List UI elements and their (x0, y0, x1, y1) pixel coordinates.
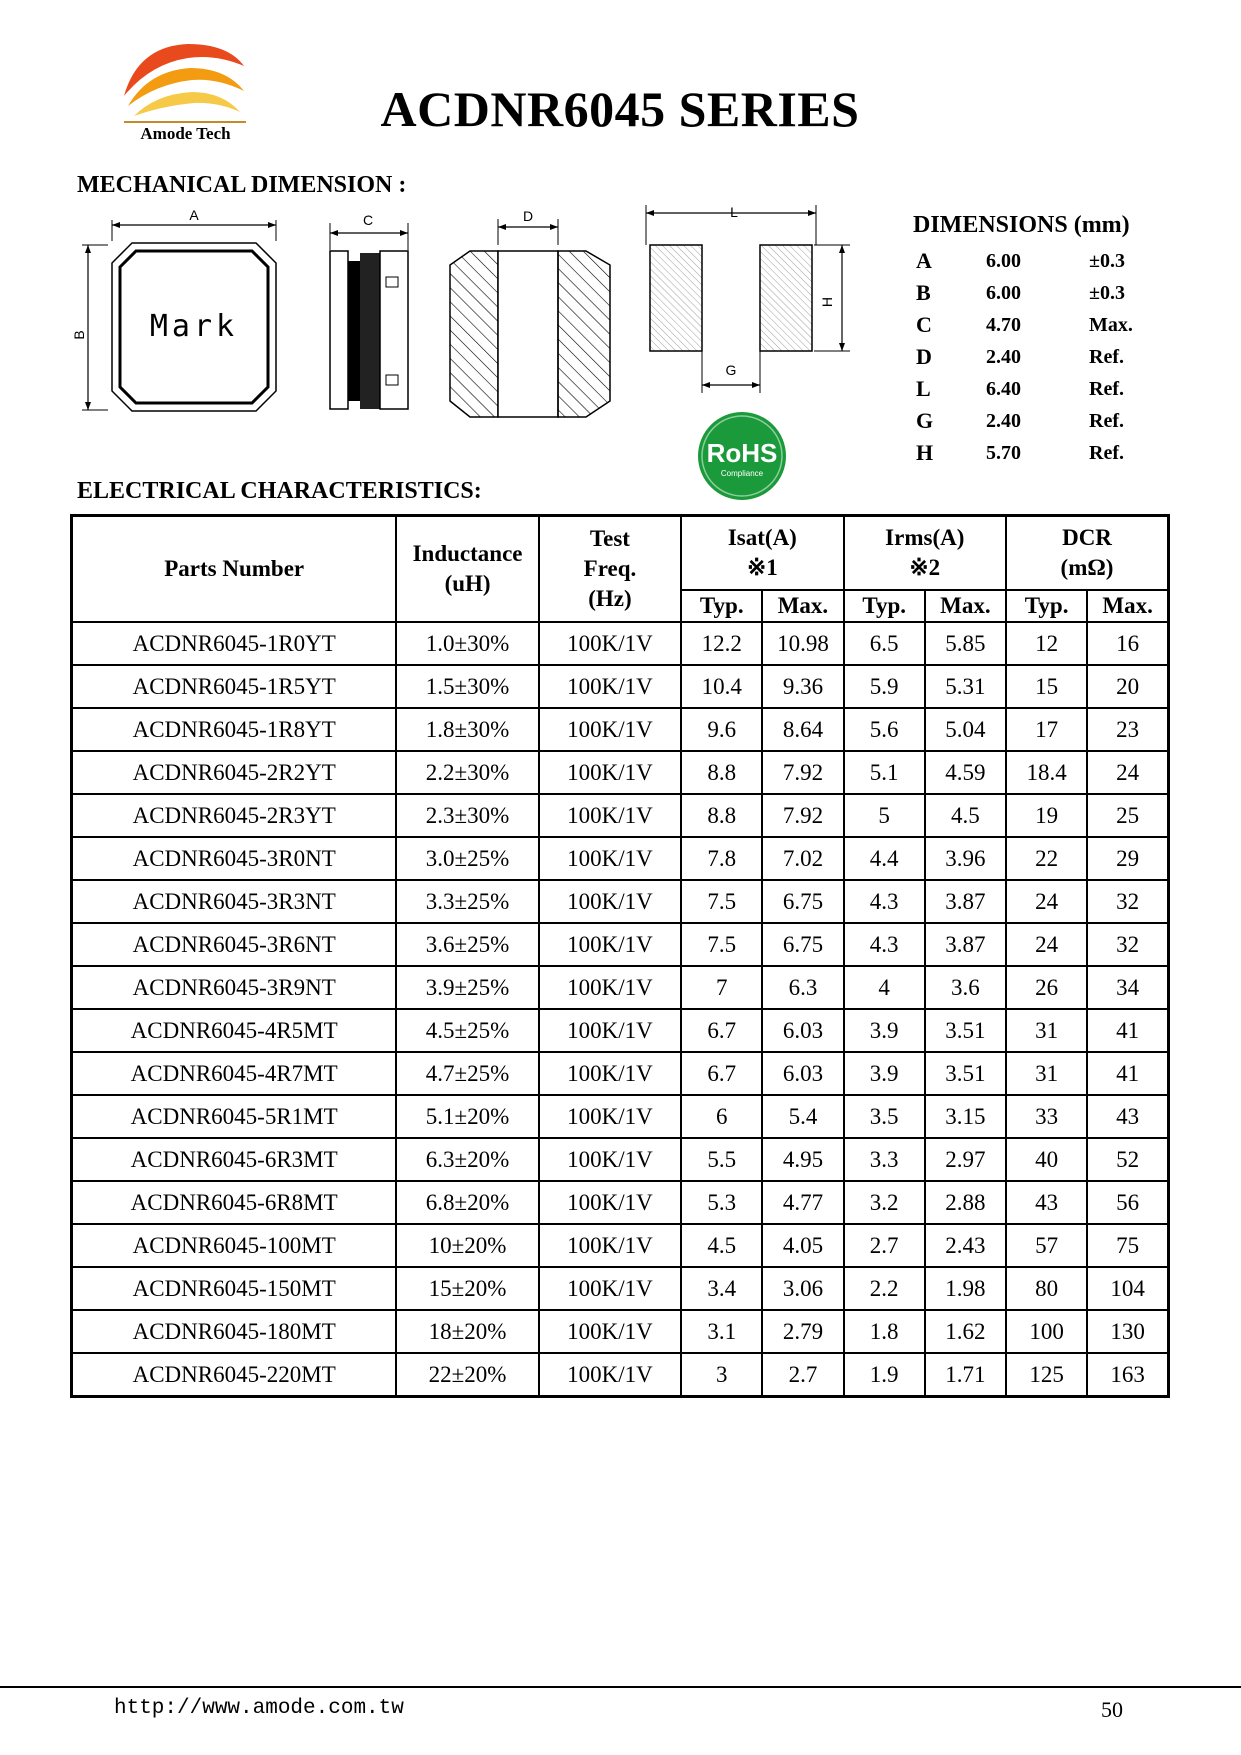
cell-irms-typ: 2.2 (844, 1267, 925, 1310)
cell-inductance: 1.8±30% (396, 708, 538, 751)
cell-test-freq: 100K/1V (539, 622, 681, 665)
cell-inductance: 2.2±30% (396, 751, 538, 794)
dimension-row (913, 245, 1193, 277)
cell-irms-typ: 4.3 (844, 923, 925, 966)
cell-dcr-typ: 80 (1006, 1267, 1087, 1310)
cell-part-number: ACDNR6045-1R5YT (72, 665, 397, 708)
footprint-drawing (646, 205, 850, 393)
cell-inductance: 4.7±25% (396, 1052, 538, 1095)
dimension-value: 6.40 (986, 377, 1021, 400)
header-irms: Irms(A) ※2 (844, 516, 1006, 591)
cell-inductance: 10±20% (396, 1224, 538, 1267)
cell-irms-typ: 3.3 (844, 1138, 925, 1181)
cell-inductance: 6.8±20% (396, 1181, 538, 1224)
cell-part-number: ACDNR6045-1R0YT (72, 622, 397, 665)
electrical-table (70, 514, 1170, 1398)
dimension-tol: Max. (1089, 313, 1133, 336)
cell-irms-max: 3.96 (925, 837, 1006, 880)
dimensions-table (913, 212, 1193, 469)
cell-part-number: ACDNR6045-6R3MT (72, 1138, 397, 1181)
dimension-row (913, 341, 1193, 373)
cell-part-number: ACDNR6045-6R8MT (72, 1181, 397, 1224)
rohs-badge (696, 410, 788, 502)
label-c: C (362, 212, 374, 228)
cell-inductance: 18±20% (396, 1310, 538, 1353)
cell-test-freq: 100K/1V (539, 1009, 681, 1052)
cell-part-number: ACDNR6045-4R7MT (72, 1052, 397, 1095)
header-isat-max: Max. (762, 590, 843, 622)
cell-dcr-typ: 57 (1006, 1224, 1087, 1267)
cell-part-number: ACDNR6045-2R3YT (72, 794, 397, 837)
cell-dcr-max: 41 (1087, 1009, 1168, 1052)
label-d: D (522, 208, 534, 224)
dimension-tol: ±0.3 (1089, 281, 1125, 304)
cell-irms-typ: 3.9 (844, 1052, 925, 1095)
dimension-value: 5.70 (986, 441, 1021, 464)
cell-isat-max: 5.4 (762, 1095, 843, 1138)
cell-inductance: 3.3±25% (396, 880, 538, 923)
cell-inductance: 5.1±20% (396, 1095, 538, 1138)
cell-dcr-max: 52 (1087, 1138, 1168, 1181)
cell-irms-max: 4.59 (925, 751, 1006, 794)
cell-isat-typ: 7.5 (681, 923, 762, 966)
cell-isat-max: 6.75 (762, 880, 843, 923)
cell-dcr-typ: 40 (1006, 1138, 1087, 1181)
cell-dcr-max: 16 (1087, 622, 1168, 665)
label-h: H (819, 296, 835, 308)
cell-part-number: ACDNR6045-2R2YT (72, 751, 397, 794)
table-row (72, 880, 1169, 923)
cell-irms-max: 3.51 (925, 1009, 1006, 1052)
cell-isat-typ: 5.3 (681, 1181, 762, 1224)
cell-dcr-max: 104 (1087, 1267, 1168, 1310)
cell-test-freq: 100K/1V (539, 837, 681, 880)
label-l: L (730, 205, 738, 220)
cell-dcr-max: 56 (1087, 1181, 1168, 1224)
table-row (72, 1052, 1169, 1095)
cell-dcr-typ: 19 (1006, 794, 1087, 837)
cell-dcr-max: 29 (1087, 837, 1168, 880)
header-dcr-typ: Typ. (1006, 590, 1087, 622)
cell-isat-max: 7.92 (762, 751, 843, 794)
cell-test-freq: 100K/1V (539, 1224, 681, 1267)
cell-isat-max: 6.75 (762, 923, 843, 966)
cell-test-freq: 100K/1V (539, 1138, 681, 1181)
cell-part-number: ACDNR6045-180MT (72, 1310, 397, 1353)
cell-inductance: 2.3±30% (396, 794, 538, 837)
cell-isat-typ: 4.5 (681, 1224, 762, 1267)
cell-irms-typ: 5.6 (844, 708, 925, 751)
cell-inductance: 4.5±25% (396, 1009, 538, 1052)
page-number: 50 (1101, 1697, 1123, 1722)
cell-dcr-typ: 24 (1006, 880, 1087, 923)
cell-isat-typ: 7 (681, 966, 762, 1009)
cell-isat-typ: 9.6 (681, 708, 762, 751)
cell-isat-max: 4.95 (762, 1138, 843, 1181)
table-row (72, 1224, 1169, 1267)
table-row (72, 1181, 1169, 1224)
cell-dcr-typ: 33 (1006, 1095, 1087, 1138)
front-view-drawing (450, 208, 610, 417)
table-row (72, 665, 1169, 708)
cell-inductance: 1.0±30% (396, 622, 538, 665)
cell-isat-max: 8.64 (762, 708, 843, 751)
cell-isat-max: 7.92 (762, 794, 843, 837)
cell-part-number: ACDNR6045-3R3NT (72, 880, 397, 923)
cell-dcr-typ: 18.4 (1006, 751, 1087, 794)
header-isat-typ: Typ. (681, 590, 762, 622)
cell-dcr-max: 24 (1087, 751, 1168, 794)
table-row (72, 1353, 1169, 1397)
dimension-tol: Ref. (1089, 409, 1124, 432)
cell-irms-typ: 4.4 (844, 837, 925, 880)
dimension-key: A (916, 248, 932, 273)
header-part-number: Parts Number (72, 516, 397, 623)
cell-irms-max: 1.62 (925, 1310, 1006, 1353)
cell-dcr-max: 163 (1087, 1353, 1168, 1397)
header-irms-typ: Typ. (844, 590, 925, 622)
cell-isat-typ: 3.1 (681, 1310, 762, 1353)
dimension-tol: ±0.3 (1089, 249, 1125, 272)
cell-isat-max: 3.06 (762, 1267, 843, 1310)
dimension-tol: Ref. (1089, 345, 1124, 368)
table-row (72, 622, 1169, 665)
dimension-key: B (916, 280, 931, 305)
cell-irms-typ: 5.1 (844, 751, 925, 794)
cell-part-number: ACDNR6045-150MT (72, 1267, 397, 1310)
header-dcr: DCR (mΩ) (1006, 516, 1169, 591)
cell-dcr-typ: 100 (1006, 1310, 1087, 1353)
cell-dcr-typ: 125 (1006, 1353, 1087, 1397)
cell-irms-max: 3.15 (925, 1095, 1006, 1138)
cell-irms-max: 5.31 (925, 665, 1006, 708)
cell-test-freq: 100K/1V (539, 966, 681, 1009)
label-b: B (71, 330, 87, 340)
dimension-row (913, 309, 1193, 341)
cell-dcr-typ: 22 (1006, 837, 1087, 880)
header-isat: Isat(A) ※1 (681, 516, 843, 591)
header-irms-max: Max. (925, 590, 1006, 622)
cell-part-number: ACDNR6045-4R5MT (72, 1009, 397, 1052)
cell-irms-typ: 3.5 (844, 1095, 925, 1138)
cell-isat-max: 6.03 (762, 1052, 843, 1095)
footer-divider (0, 1686, 1241, 1688)
cell-dcr-typ: 12 (1006, 622, 1087, 665)
cell-dcr-max: 32 (1087, 880, 1168, 923)
cell-isat-typ: 8.8 (681, 794, 762, 837)
cell-isat-typ: 5.5 (681, 1138, 762, 1181)
cell-inductance: 15±20% (396, 1267, 538, 1310)
cell-irms-max: 2.88 (925, 1181, 1006, 1224)
cell-irms-max: 5.85 (925, 622, 1006, 665)
cell-isat-typ: 8.8 (681, 751, 762, 794)
cell-isat-typ: 10.4 (681, 665, 762, 708)
cell-isat-max: 6.03 (762, 1009, 843, 1052)
dimension-tol: Ref. (1089, 441, 1124, 464)
cell-dcr-typ: 15 (1006, 665, 1087, 708)
cell-irms-typ: 6.5 (844, 622, 925, 665)
cell-test-freq: 100K/1V (539, 923, 681, 966)
dimension-key: H (916, 440, 934, 465)
cell-irms-typ: 3.9 (844, 1009, 925, 1052)
cell-part-number: ACDNR6045-3R9NT (72, 966, 397, 1009)
cell-test-freq: 100K/1V (539, 751, 681, 794)
cell-test-freq: 100K/1V (539, 1353, 681, 1397)
cell-inductance: 6.3±20% (396, 1138, 538, 1181)
cell-isat-typ: 3 (681, 1353, 762, 1397)
cell-irms-max: 3.87 (925, 880, 1006, 923)
dimension-row (913, 277, 1193, 309)
cell-irms-max: 5.04 (925, 708, 1006, 751)
electrical-section-title: ELECTRICAL CHARACTERISTICS: (77, 478, 482, 504)
mark-text: Mark (149, 309, 239, 344)
dimension-key: G (916, 408, 934, 433)
cell-test-freq: 100K/1V (539, 880, 681, 923)
cell-dcr-typ: 31 (1006, 1052, 1087, 1095)
cell-irms-max: 3.51 (925, 1052, 1006, 1095)
cell-isat-max: 4.77 (762, 1181, 843, 1224)
dimension-value: 2.40 (986, 345, 1021, 368)
cell-irms-typ: 1.8 (844, 1310, 925, 1353)
cell-irms-max: 4.5 (925, 794, 1006, 837)
table-row (72, 1267, 1169, 1310)
cell-part-number: ACDNR6045-1R8YT (72, 708, 397, 751)
cell-test-freq: 100K/1V (539, 1310, 681, 1353)
cell-isat-max: 10.98 (762, 622, 843, 665)
table-row (72, 966, 1169, 1009)
header-dcr-max: Max. (1087, 590, 1168, 622)
cell-irms-max: 1.98 (925, 1267, 1006, 1310)
cell-test-freq: 100K/1V (539, 794, 681, 837)
dimension-key: L (916, 376, 931, 401)
cell-isat-typ: 6.7 (681, 1052, 762, 1095)
dimension-value: 6.00 (986, 281, 1021, 304)
cell-isat-typ: 7.8 (681, 837, 762, 880)
cell-isat-max: 6.3 (762, 966, 843, 1009)
mechanical-drawing (70, 205, 870, 435)
cell-part-number: ACDNR6045-3R6NT (72, 923, 397, 966)
dimensions-title: DIMENSIONS (mm) (913, 212, 1130, 238)
footer-url[interactable]: http://www.amode.com.tw (114, 1697, 404, 1720)
rohs-label: RoHS (706, 438, 778, 468)
cell-inductance: 1.5±30% (396, 665, 538, 708)
cell-test-freq: 100K/1V (539, 1267, 681, 1310)
rohs-sub: Compliance (720, 469, 764, 478)
table-row (72, 1138, 1169, 1181)
dimension-tol: Ref. (1089, 377, 1124, 400)
cell-irms-typ: 5.9 (844, 665, 925, 708)
cell-dcr-typ: 26 (1006, 966, 1087, 1009)
page-title: ACDNR6045 SERIES (380, 81, 860, 137)
cell-dcr-max: 75 (1087, 1224, 1168, 1267)
cell-irms-max: 1.71 (925, 1353, 1006, 1397)
side-view-drawing (330, 212, 408, 409)
cell-irms-max: 2.97 (925, 1138, 1006, 1181)
cell-dcr-max: 25 (1087, 794, 1168, 837)
dimension-key: C (916, 312, 932, 337)
cell-test-freq: 100K/1V (539, 1052, 681, 1095)
label-g: G (725, 362, 737, 378)
cell-irms-max: 3.6 (925, 966, 1006, 1009)
cell-isat-typ: 7.5 (681, 880, 762, 923)
table-row (72, 1095, 1169, 1138)
table-row (72, 708, 1169, 751)
cell-isat-typ: 3.4 (681, 1267, 762, 1310)
cell-isat-typ: 6 (681, 1095, 762, 1138)
cell-dcr-max: 130 (1087, 1310, 1168, 1353)
cell-test-freq: 100K/1V (539, 1095, 681, 1138)
dimension-value: 6.00 (986, 249, 1021, 272)
dimension-value: 2.40 (986, 409, 1021, 432)
cell-dcr-typ: 43 (1006, 1181, 1087, 1224)
cell-irms-typ: 3.2 (844, 1181, 925, 1224)
cell-irms-max: 2.43 (925, 1224, 1006, 1267)
cell-test-freq: 100K/1V (539, 1181, 681, 1224)
cell-irms-typ: 4.3 (844, 880, 925, 923)
cell-part-number: ACDNR6045-100MT (72, 1224, 397, 1267)
cell-irms-typ: 1.9 (844, 1353, 925, 1397)
table-row (72, 751, 1169, 794)
label-a: A (189, 207, 199, 223)
cell-test-freq: 100K/1V (539, 665, 681, 708)
dimension-row (913, 405, 1193, 437)
cell-isat-max: 4.05 (762, 1224, 843, 1267)
table-row (72, 837, 1169, 880)
header-test-freq: Test Freq. (Hz) (539, 516, 681, 623)
cell-inductance: 3.0±25% (396, 837, 538, 880)
cell-irms-typ: 4 (844, 966, 925, 1009)
cell-dcr-max: 32 (1087, 923, 1168, 966)
table-row (72, 1310, 1169, 1353)
cell-dcr-max: 20 (1087, 665, 1168, 708)
cell-dcr-typ: 24 (1006, 923, 1087, 966)
cell-isat-max: 9.36 (762, 665, 843, 708)
table-row (72, 923, 1169, 966)
cell-isat-max: 7.02 (762, 837, 843, 880)
cell-isat-max: 2.7 (762, 1353, 843, 1397)
cell-part-number: ACDNR6045-3R0NT (72, 837, 397, 880)
logo-text: Amode Tech (140, 124, 231, 143)
cell-dcr-max: 41 (1087, 1052, 1168, 1095)
header-inductance: Inductance (uH) (396, 516, 538, 623)
cell-inductance: 22±20% (396, 1353, 538, 1397)
dimension-row (913, 437, 1193, 469)
dimension-value: 4.70 (986, 313, 1021, 336)
cell-test-freq: 100K/1V (539, 708, 681, 751)
top-view-drawing (71, 207, 276, 411)
dimension-key: D (916, 344, 932, 369)
cell-dcr-max: 23 (1087, 708, 1168, 751)
cell-isat-max: 2.79 (762, 1310, 843, 1353)
cell-dcr-max: 43 (1087, 1095, 1168, 1138)
cell-dcr-typ: 17 (1006, 708, 1087, 751)
cell-dcr-max: 34 (1087, 966, 1168, 1009)
mechanical-section-title: MECHANICAL DIMENSION : (77, 172, 407, 198)
cell-irms-typ: 2.7 (844, 1224, 925, 1267)
cell-irms-typ: 5 (844, 794, 925, 837)
cell-inductance: 3.6±25% (396, 923, 538, 966)
cell-isat-typ: 12.2 (681, 622, 762, 665)
cell-part-number: ACDNR6045-220MT (72, 1353, 397, 1397)
cell-part-number: ACDNR6045-5R1MT (72, 1095, 397, 1138)
dimension-row (913, 373, 1193, 405)
table-row (72, 794, 1169, 837)
cell-dcr-typ: 31 (1006, 1009, 1087, 1052)
cell-inductance: 3.9±25% (396, 966, 538, 1009)
table-row (72, 1009, 1169, 1052)
cell-isat-typ: 6.7 (681, 1009, 762, 1052)
cell-irms-max: 3.87 (925, 923, 1006, 966)
